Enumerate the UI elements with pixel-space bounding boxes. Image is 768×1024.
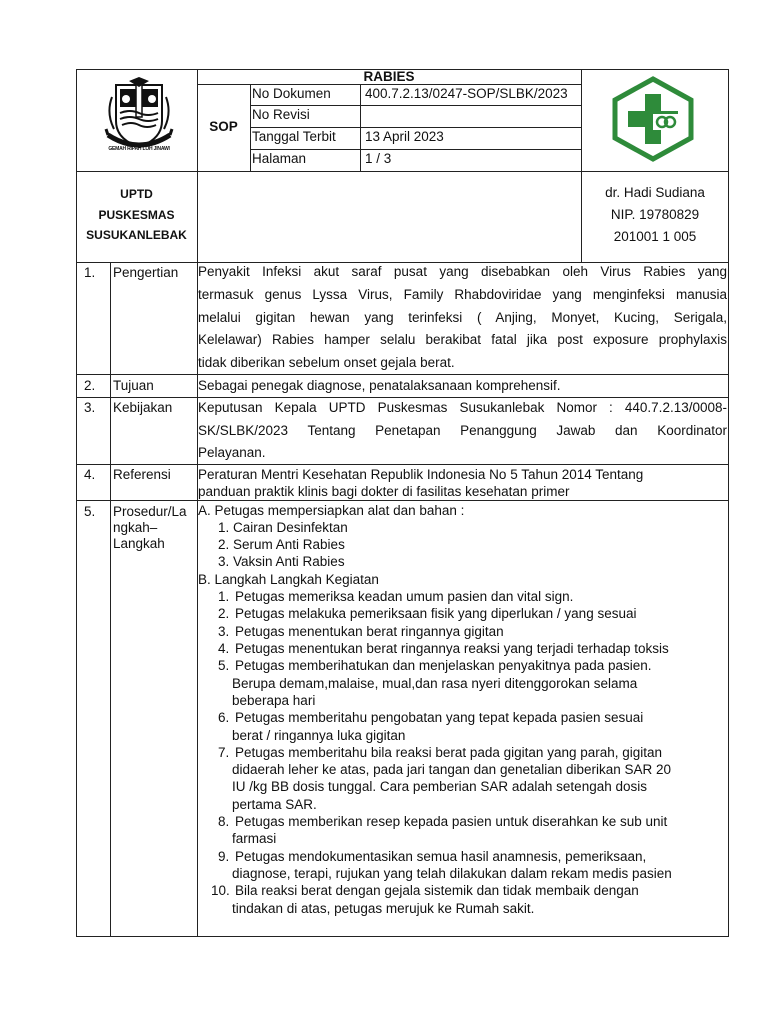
meta-label-tanggal-terbit: Tanggal Terbit [252,129,336,144]
step-text: Petugas menentukan berat ringannya gigitan [235,624,504,639]
step-number: 2. [218,606,230,621]
org-line-2: PUSKESMAS [98,208,175,222]
section-label: Referensi [113,467,171,482]
paragraph-line: Peraturan Mentri Kesehatan Republik Indonesia No 5 Tahun 2014 Tentang [198,467,644,482]
paragraph-line: tidak diberikan sebelum onset gejala berat. [198,355,455,370]
step-number: 9. [218,849,230,864]
signer-nip-1: NIP. 19780829 [610,207,700,222]
step-text: farmasi [232,831,277,846]
part-a-item: 2. Serum Anti Rabies [218,537,345,552]
step-text: Petugas melakuka pemeriksaan fisik yang diperlukan / yang sesuai [235,606,637,621]
rule [76,171,729,172]
section-label: Tujuan [113,378,154,393]
meta-label-halaman: Halaman [252,151,307,166]
step-number: 6. [218,710,230,725]
paragraph-line: Sebagai penegak diagnose, penatalaksanaan komprehensif. [198,378,561,393]
section-number: 2. [84,378,96,393]
signer-name: dr. Hadi Sudiana [605,185,705,200]
meta-value-no-dokumen: 400.7.2.13/0247-SOP/SLBK/2023 [365,86,568,101]
step-number: 10. [211,883,230,898]
meta-label-no-revisi: No Revisi [252,107,310,122]
step-text: Berupa demam,malaise, mual,dan rasa nyeri ditenggorokan selama [232,676,638,691]
section-number: 4. [84,467,96,482]
puskesmas-logo [612,76,694,162]
step-text: tindakan di atas, petugas merujuk ke Rumah sakit. [232,901,535,916]
step-number: 7. [218,745,230,760]
step-text: Bila reaksi berat dengan gejala sistemik dan tidak membaik dengan [235,883,639,898]
section-label: Kebijakan [113,400,173,415]
paragraph-line: Pelayanan. [198,445,266,460]
part-b-title: B. Langkah Langkah Kegiatan [198,572,379,587]
section-label: Prosedur/La [113,504,187,519]
document-title: RABIES [363,69,415,84]
step-text: Petugas memberitahu pengobatan yang tepat kepada pasien sesuai [235,710,644,725]
emblem-motto: GEMAH RIPAH LOH JINAWI [108,146,170,152]
green-cross-icon [612,76,694,162]
rule [76,374,729,375]
paragraph-line: Penyakit Infeksi akut saraf pusat yang disebabkan oleh Virus Rabies yang [198,264,727,279]
emblem-icon [104,77,174,157]
rule [110,262,111,937]
step-text: Petugas mendokumentasikan semua hasil anamnesis, pemeriksaan, [235,849,647,864]
section-number: 1. [84,265,96,280]
step-text: Petugas memberitahu bila reaksi berat pada gigitan yang parah, gigitan [235,745,663,760]
sop-label: SOP [209,119,238,134]
step-number: 8. [218,814,230,829]
section-number: 5. [84,504,96,519]
regional-emblem-logo [104,77,174,157]
part-a-title: A. Petugas mempersiapkan alat dan bahan : [198,503,465,518]
paragraph-line: SK/SLBK/2023 Tentang Penetapan Penanggung Jawab dan Koordinator [198,423,727,438]
paragraph-line: termasuk genus Lyssa Virus, Family Rhabdoviridae yang menginfeksi manusia [198,287,727,302]
rule [76,500,729,501]
step-text: IU /kg BB dosis tunggal. Cara pemberian SAR adalah setengah dosis [232,779,647,794]
rule [250,84,251,171]
step-number: 3. [218,624,230,639]
section-label: Pengertian [113,265,179,280]
step-number: 1. [218,589,230,604]
meta-label-no-dokumen: No Dokumen [252,86,331,101]
section-label: ngkah– [113,520,158,535]
step-text: diagnose, terapi, rujukan yang telah dilakukan dalam rekam medis pasien [232,866,672,881]
section-label: Langkah [113,536,165,551]
paragraph-line: melalui gigitan hewan yang terinfeksi ( Anjing, Monyet, Kucing, Serigala, [198,310,727,325]
meta-value-tanggal-terbit: 13 April 2023 [365,129,444,144]
step-text: pertama SAR. [232,797,317,812]
step-text: didaerah leher ke atas, pada jari tangan dan genetalian diberikan SAR 20 [232,762,672,777]
step-text: Petugas menentukan berat ringannya reaksi yang terjadi terhadap toksis [235,641,669,656]
part-a-item: 1. Cairan Desinfektan [218,520,348,535]
meta-value-halaman: 1 / 3 [365,151,392,166]
signer-nip-2: 201001 1 005 [613,229,697,244]
rule [76,464,729,465]
paragraph-line: Keputusan Kepala UPTD Puskesmas Susukanlebak Nomor : 440.7.2.13/0008- [198,400,727,415]
rule [360,84,361,171]
rule [76,397,729,398]
part-a-item: 3. Vaksin Anti Rabies [218,554,345,569]
paragraph-line: panduan praktik klinis bagi dokter di fasilitas kesehatan primer [198,484,570,499]
step-text: Petugas memberikan resep kepada pasien untuk diserahkan ke sub unit [235,814,668,829]
org-line-1: UPTD [120,187,153,201]
step-text: berat / ringannya luka gigitan [232,728,406,743]
step-number: 4. [218,641,230,656]
section-number: 3. [84,400,96,415]
step-text: beberapa hari [232,693,316,708]
step-text: Petugas memeriksa keadan umum pasien dan vital sign. [235,589,574,604]
step-number: 5. [218,658,230,673]
org-line-3: SUSUKANLEBAK [86,228,187,242]
step-text: Petugas memberihatukan dan menjelaskan penyakitnya pada pasien. [235,658,652,673]
paragraph-line: Kelelawar) Rabies hamper selalu berakibat fatal jika post exposure prophylaxis [198,332,727,347]
